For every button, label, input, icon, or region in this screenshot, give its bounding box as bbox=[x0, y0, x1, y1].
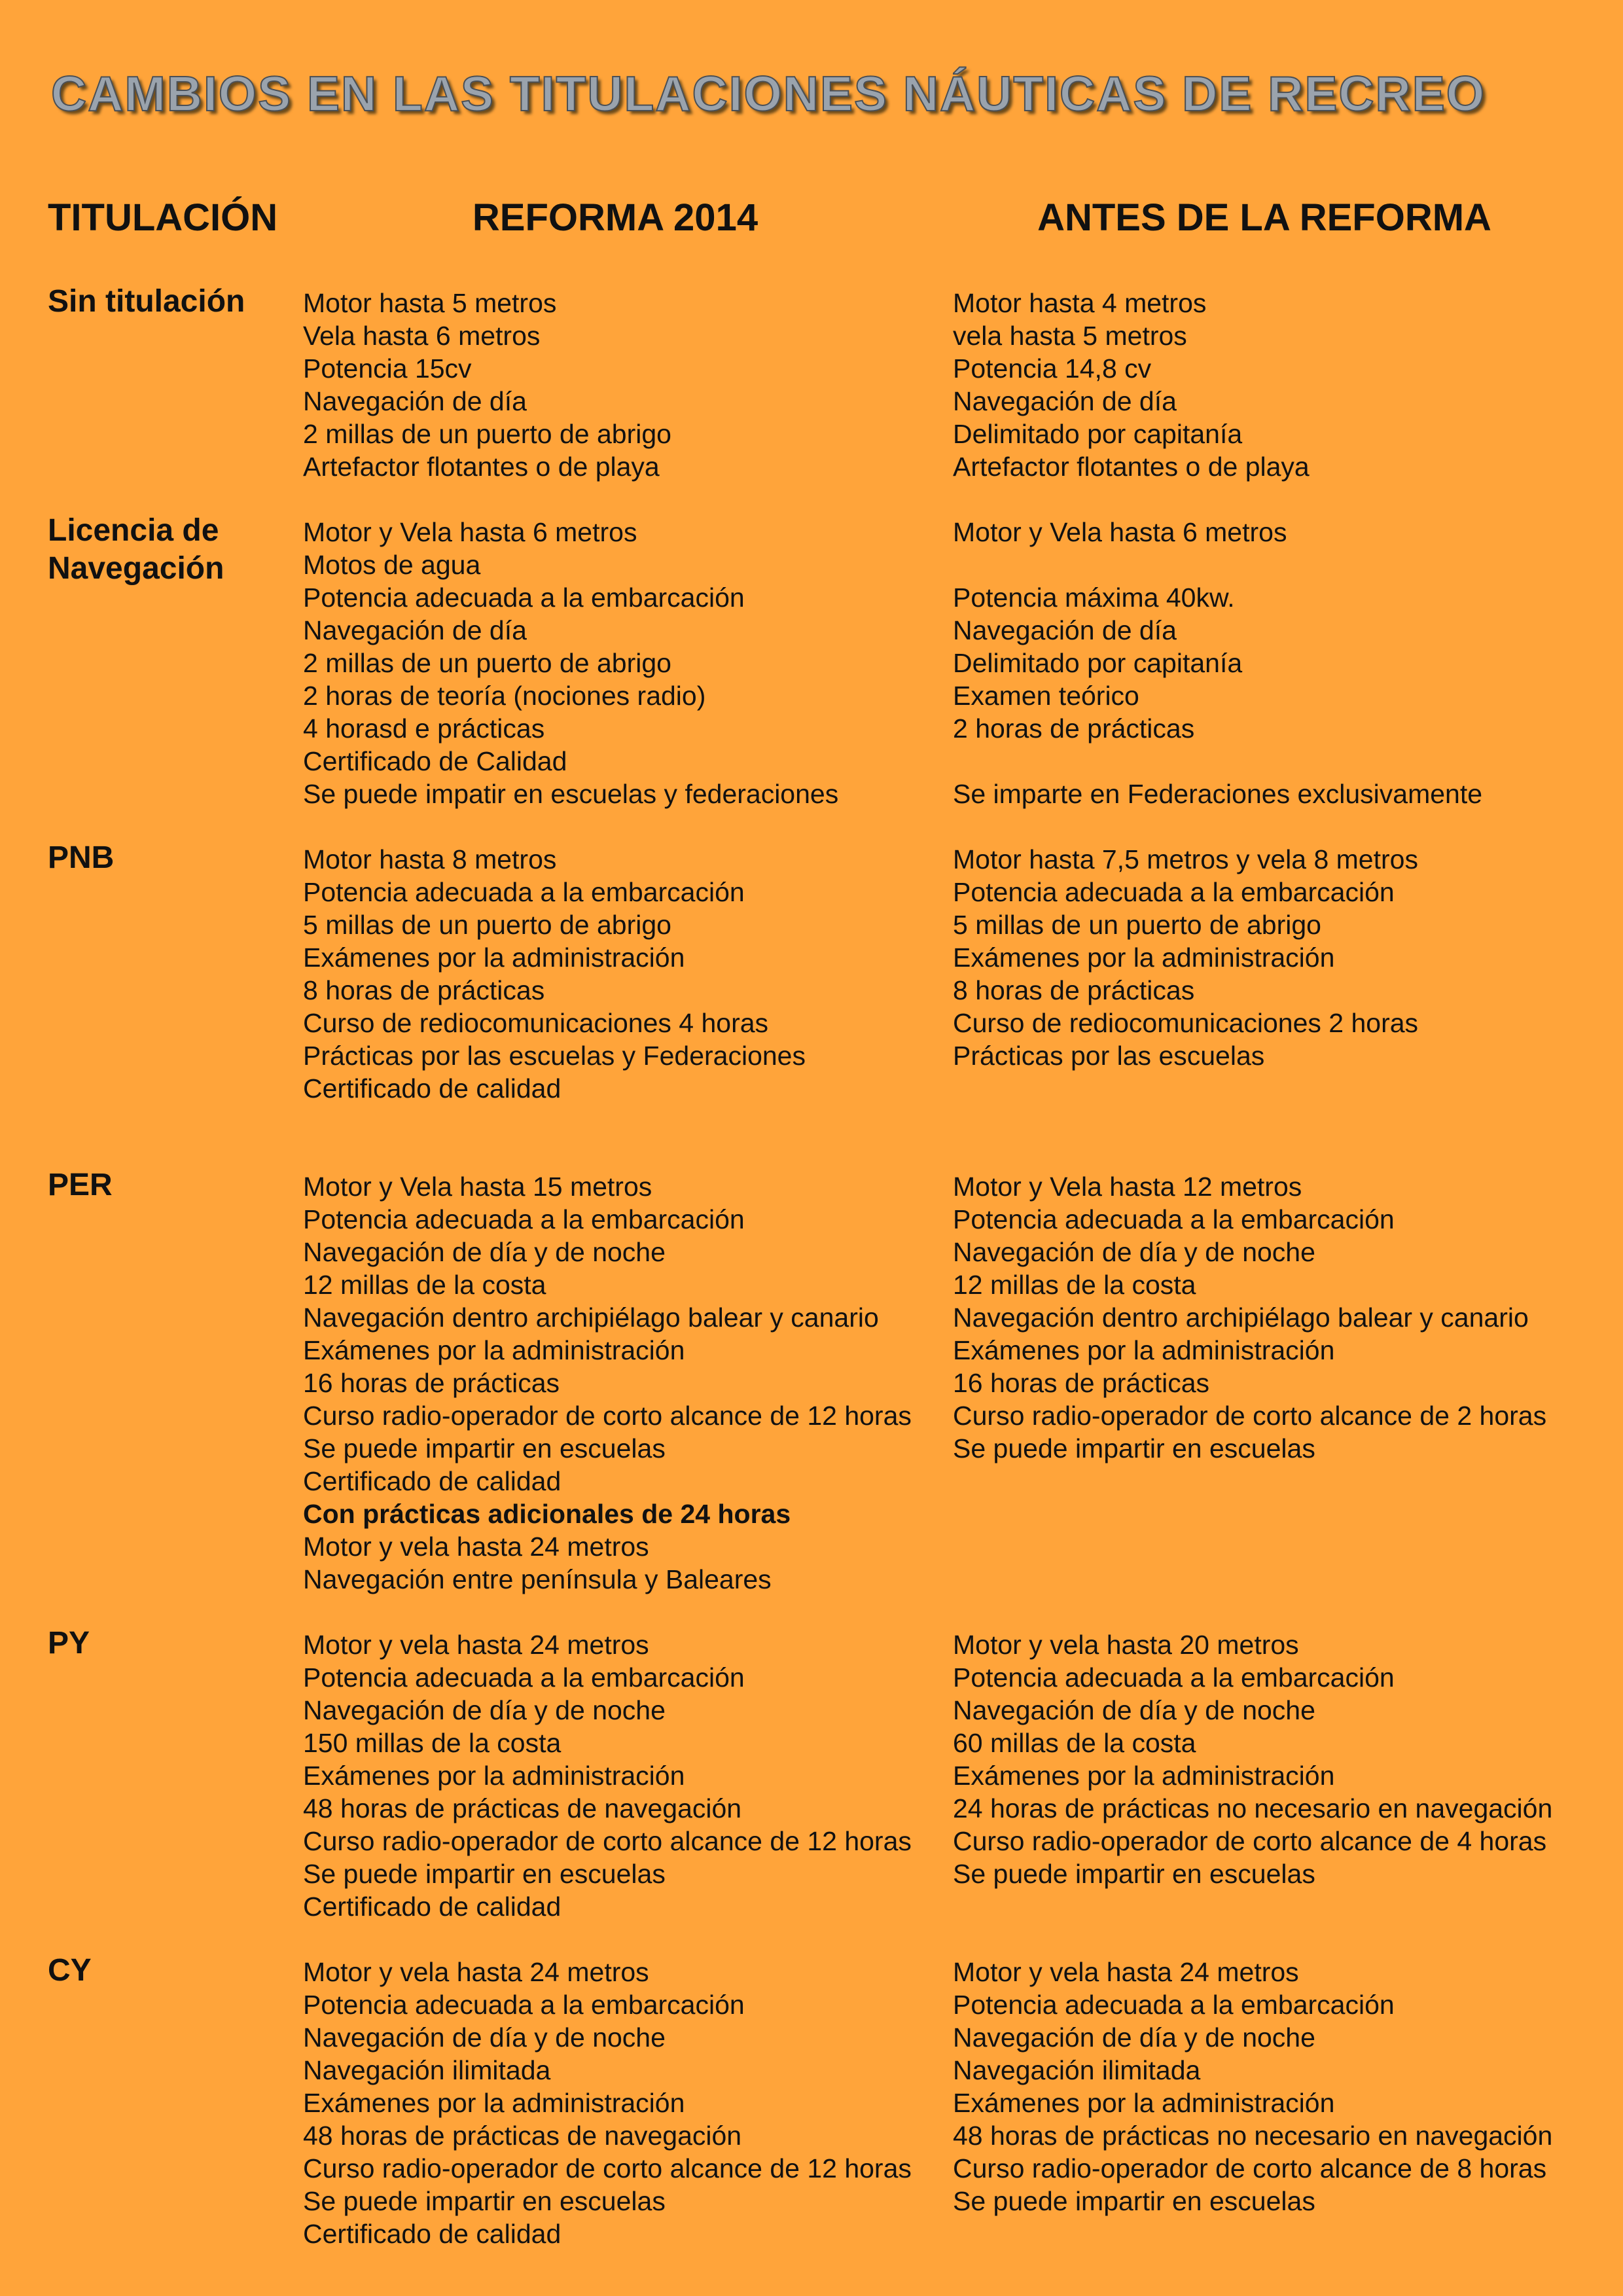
list-item: Potencia adecuada a la embarcación bbox=[303, 583, 745, 613]
reforma-2014-list bbox=[303, 1170, 912, 1596]
list-item: 16 horas de prácticas bbox=[953, 1368, 1210, 1398]
list-item: 2 millas de un puerto de abrigo bbox=[303, 648, 671, 678]
section-title: Licencia de Navegación bbox=[48, 513, 224, 586]
list-item: Motor y Vela hasta 15 metros bbox=[303, 1172, 652, 1202]
list-item: Delimitado por capitanía bbox=[953, 648, 1243, 678]
list-item: Certificado de calidad bbox=[303, 1073, 562, 1103]
reforma-2014-list bbox=[303, 1956, 912, 2250]
list-item: Exámenes por la administración bbox=[953, 1761, 1335, 1791]
list-item: Potencia adecuada a la embarcación bbox=[303, 1662, 745, 1693]
list-item: Navegación ilimitada bbox=[303, 2055, 551, 2085]
list-item bbox=[953, 548, 1482, 581]
list-item: Navegación de día y de noche bbox=[953, 1237, 1315, 1267]
list-item: 48 horas de prácticas no necesario en navegación bbox=[953, 2121, 1553, 2151]
list-item: Potencia máxima 40kw. bbox=[953, 583, 1235, 613]
list-item: 2 millas de un puerto de abrigo bbox=[303, 419, 671, 449]
list-item: Exámenes por la administración bbox=[953, 942, 1335, 973]
list-item: Potencia adecuada a la embarcación bbox=[953, 877, 1395, 907]
antes-reforma-list bbox=[953, 1170, 1546, 1465]
list-item: Navegación de día y de noche bbox=[303, 1237, 666, 1267]
list-item: 8 horas de prácticas bbox=[303, 975, 545, 1005]
list-item: 12 millas de la costa bbox=[953, 1270, 1196, 1300]
list-item: Exámenes por la administración bbox=[953, 2088, 1335, 2118]
list-item: 5 millas de un puerto de abrigo bbox=[953, 910, 1321, 940]
list-item: Motor y Vela hasta 6 metros bbox=[303, 517, 637, 547]
list-item: 8 horas de prácticas bbox=[953, 975, 1195, 1005]
list-item: Curso radio-operador de corto alcance de 12 horas bbox=[303, 1401, 912, 1431]
list-item bbox=[953, 745, 1482, 778]
list-item: 150 millas de la costa bbox=[303, 1728, 562, 1758]
list-item: Se puede impartir en escuelas bbox=[953, 1433, 1315, 1463]
header-reforma-2014: REFORMA 2014 bbox=[472, 196, 758, 239]
list-item: Potencia adecuada a la embarcación bbox=[303, 1204, 745, 1234]
list-item: Navegación ilimitada bbox=[953, 2055, 1201, 2085]
list-item: Exámenes por la administración bbox=[303, 1761, 685, 1791]
list-item: Curso radio-operador de corto alcance de 12 horas bbox=[303, 1826, 912, 1856]
list-item: Navegación de día bbox=[953, 615, 1177, 645]
list-item: Motor y Vela hasta 6 metros bbox=[953, 517, 1287, 547]
list-item: Certificado de calidad bbox=[303, 2219, 562, 2249]
list-item: Curso radio-operador de corto alcance de 12 horas bbox=[303, 2153, 912, 2183]
antes-reforma-list bbox=[953, 287, 1310, 483]
list-item: Navegación de día bbox=[303, 615, 527, 645]
list-item: 2 horas de prácticas bbox=[953, 713, 1195, 744]
list-item: Vela hasta 6 metros bbox=[303, 321, 541, 351]
list-item: Navegación de día y de noche bbox=[303, 1695, 666, 1725]
list-item: Navegación de día y de noche bbox=[953, 2022, 1315, 2053]
list-item: Navegación entre península y Baleares bbox=[303, 1564, 772, 1594]
list-item: Se puede impartir en escuelas bbox=[303, 2186, 666, 2216]
list-item: 48 horas de prácticas de navegación bbox=[303, 2121, 742, 2151]
list-item: Exámenes por la administración bbox=[303, 942, 685, 973]
list-item: Se puede impartir en escuelas bbox=[303, 1859, 666, 1889]
list-item: Exámenes por la administración bbox=[303, 1335, 685, 1365]
list-item: 60 millas de la costa bbox=[953, 1728, 1196, 1758]
list-item: Motos de agua bbox=[303, 550, 481, 580]
list-item: 2 horas de teoría (nociones radio) bbox=[303, 681, 706, 711]
list-item: Se imparte en Federaciones exclusivamente bbox=[953, 779, 1483, 809]
list-item: Motor hasta 8 metros bbox=[303, 844, 557, 874]
list-item: Con prácticas adicionales de 24 horas bbox=[303, 1499, 791, 1529]
list-item: Potencia adecuada a la embarcación bbox=[953, 1990, 1395, 2020]
list-item: Potencia adecuada a la embarcación bbox=[303, 877, 745, 907]
list-item: Exámenes por la administración bbox=[953, 1335, 1335, 1365]
list-item: Certificado de calidad bbox=[303, 1892, 562, 1922]
list-item: Potencia 15cv bbox=[303, 353, 472, 384]
section-title: CY bbox=[48, 1953, 92, 1988]
list-item: Potencia 14,8 cv bbox=[953, 353, 1152, 384]
header-antes-de-la-reforma: ANTES DE LA REFORMA bbox=[1037, 196, 1491, 239]
section-title: PNB bbox=[48, 840, 115, 875]
list-item: Potencia adecuada a la embarcación bbox=[953, 1204, 1395, 1234]
list-item: Navegación de día bbox=[303, 386, 527, 416]
section-title: PY bbox=[48, 1626, 90, 1660]
list-item: Motor y vela hasta 20 metros bbox=[953, 1630, 1299, 1660]
list-item: Certificado de calidad bbox=[303, 1466, 562, 1496]
list-item: Navegación de día y de noche bbox=[303, 2022, 666, 2053]
section-title: Sin titulación bbox=[48, 284, 245, 319]
list-item: Se puede impartir en escuelas bbox=[303, 1433, 666, 1463]
list-item: Curso de rediocomunicaciones 2 horas bbox=[953, 1008, 1419, 1038]
reforma-2014-list bbox=[303, 1628, 912, 1923]
list-item: Delimitado por capitanía bbox=[953, 419, 1243, 449]
list-item: 12 millas de la costa bbox=[303, 1270, 546, 1300]
list-item: Se puede impartir en escuelas bbox=[953, 2186, 1315, 2216]
section-title: PER bbox=[48, 1168, 113, 1202]
list-item: Certificado de Calidad bbox=[303, 746, 567, 776]
list-item: Motor hasta 4 metros bbox=[953, 288, 1207, 318]
list-item: Exámenes por la administración bbox=[303, 2088, 685, 2118]
list-item: Curso radio-operador de corto alcance de 8 horas bbox=[953, 2153, 1547, 2183]
list-item: Se puede impartir en escuelas bbox=[953, 1859, 1315, 1889]
list-item: Motor hasta 7,5 metros y vela 8 metros bbox=[953, 844, 1418, 874]
reforma-2014-list bbox=[303, 516, 838, 810]
page-title: CAMBIOS EN LAS TITULACIONES NÁUTICAS DE RECREO bbox=[51, 66, 1486, 121]
list-item: Se puede impatir en escuelas y federaciones bbox=[303, 779, 839, 809]
reforma-2014-list bbox=[303, 843, 806, 1105]
list-item: 16 horas de prácticas bbox=[303, 1368, 560, 1398]
antes-reforma-list bbox=[953, 1628, 1552, 1890]
list-item: Potencia adecuada a la embarcación bbox=[953, 1662, 1395, 1693]
antes-reforma-list bbox=[953, 516, 1482, 810]
list-item: Navegación dentro archipiélago balear y canario bbox=[953, 1302, 1529, 1333]
list-item: Examen teórico bbox=[953, 681, 1139, 711]
list-item: Motor hasta 5 metros bbox=[303, 288, 557, 318]
antes-reforma-list bbox=[953, 1956, 1552, 2217]
list-item: Motor y vela hasta 24 metros bbox=[303, 1957, 649, 1987]
list-item: Curso de rediocomunicaciones 4 horas bbox=[303, 1008, 769, 1038]
reforma-2014-list bbox=[303, 287, 671, 483]
list-item: 4 horasd e prácticas bbox=[303, 713, 545, 744]
list-item: Potencia adecuada a la embarcación bbox=[303, 1990, 745, 2020]
list-item: Curso radio-operador de corto alcance de 2 horas bbox=[953, 1401, 1547, 1431]
list-item: Motor y vela hasta 24 metros bbox=[303, 1532, 649, 1562]
list-item: Navegación de día y de noche bbox=[953, 1695, 1315, 1725]
list-item: Prácticas por las escuelas bbox=[953, 1041, 1265, 1071]
list-item: Artefactor flotantes o de playa bbox=[953, 452, 1310, 482]
list-item: vela hasta 5 metros bbox=[953, 321, 1187, 351]
list-item: Artefactor flotantes o de playa bbox=[303, 452, 660, 482]
list-item: Navegación de día bbox=[953, 386, 1177, 416]
list-item: Curso radio-operador de corto alcance de 4 horas bbox=[953, 1826, 1547, 1856]
list-item: 48 horas de prácticas de navegación bbox=[303, 1793, 742, 1823]
list-item: Prácticas por las escuelas y Federaciones bbox=[303, 1041, 806, 1071]
list-item: Motor y vela hasta 24 metros bbox=[953, 1957, 1299, 1987]
list-item: Navegación dentro archipiélago balear y canario bbox=[303, 1302, 879, 1333]
header-titulacion: TITULACIÓN bbox=[48, 196, 278, 239]
list-item: Motor y vela hasta 24 metros bbox=[303, 1630, 649, 1660]
antes-reforma-list bbox=[953, 843, 1418, 1072]
list-item: 24 horas de prácticas no necesario en navegación bbox=[953, 1793, 1553, 1823]
list-item: Motor y Vela hasta 12 metros bbox=[953, 1172, 1302, 1202]
list-item: 5 millas de un puerto de abrigo bbox=[303, 910, 671, 940]
